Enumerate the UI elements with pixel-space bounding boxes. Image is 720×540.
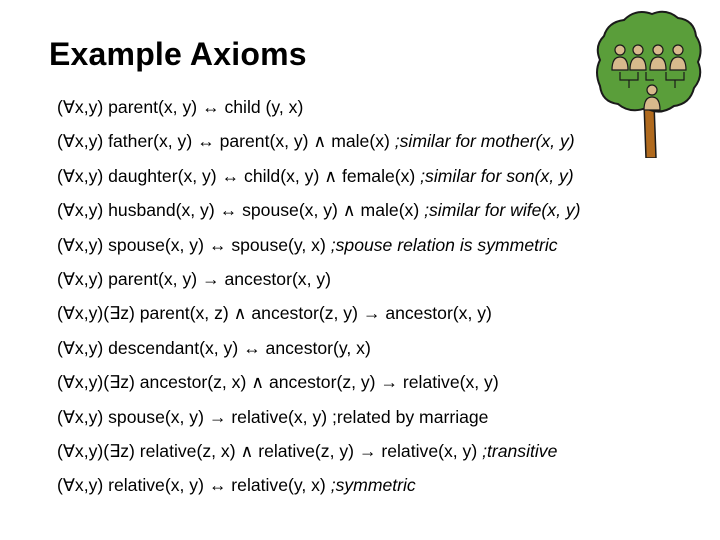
axiom-11 [57, 434, 707, 468]
axiom-comment: ;similar for son(x, y) [420, 165, 574, 186]
axiom-4 [57, 193, 707, 227]
axiom-formula: (∀x,y) relative(x, y) ↔ relative(y, x) [57, 475, 331, 496]
axiom-5 [57, 228, 707, 262]
axiom-7 [57, 296, 707, 330]
axiom-formula: (∀x,y) parent(x, y) → ancestor(x, y) [57, 268, 332, 289]
slide-title: Example Axioms [49, 36, 307, 72]
axiom-formula: (∀x,y) spouse(x, y) → relative(x, y) ;related by marriage [57, 406, 489, 427]
axiom-3 [57, 159, 707, 193]
axiom-10 [57, 400, 707, 434]
axiom-formula: (∀x,y) descendant(x, y) ↔ ancestor(y, x) [57, 337, 371, 358]
axiom-comment: ;spouse relation is symmetric [330, 234, 558, 255]
axiom-formula: (∀x,y) parent(x, y) ↔ child (y, x) [57, 97, 304, 117]
axiom-formula: (∀x,y) father(x, y) ↔ parent(x, y) ∧ male(x) [57, 131, 395, 152]
axiom-9 [57, 365, 707, 399]
axiom-8 [57, 331, 707, 365]
family-tree-icon [594, 8, 704, 158]
axiom-comment: ;symmetric [330, 475, 416, 496]
axiom-6 [57, 262, 707, 296]
axiom-12 [57, 468, 707, 502]
axiom-comment: ;similar for mother(x, y) [394, 131, 575, 152]
axiom-formula: (∀x,y)(∃z) relative(z, x) ∧ relative(z, y) → relative(x, y) [57, 440, 483, 461]
axiom-formula: (∀x,y) daughter(x, y) ↔ child(x, y) ∧ female(x) [57, 165, 421, 186]
axiom-comment: ;transitive [482, 440, 558, 461]
axiom-formula: (∀x,y) husband(x, y) ↔ spouse(x, y) ∧ male(x) [57, 200, 425, 221]
axiom-formula: (∀x,y) spouse(x, y) ↔ spouse(y, x) [57, 234, 331, 255]
axiom-formula: (∀x,y)(∃z) parent(x, z) ∧ ancestor(z, y) → ancestor(x, y) [57, 303, 492, 324]
axiom-comment: ;similar for wife(x, y) [424, 200, 581, 221]
axiom-formula: (∀x,y)(∃z) ancestor(z, x) ∧ ancestor(z, y) → relative(x, y) [57, 372, 499, 393]
